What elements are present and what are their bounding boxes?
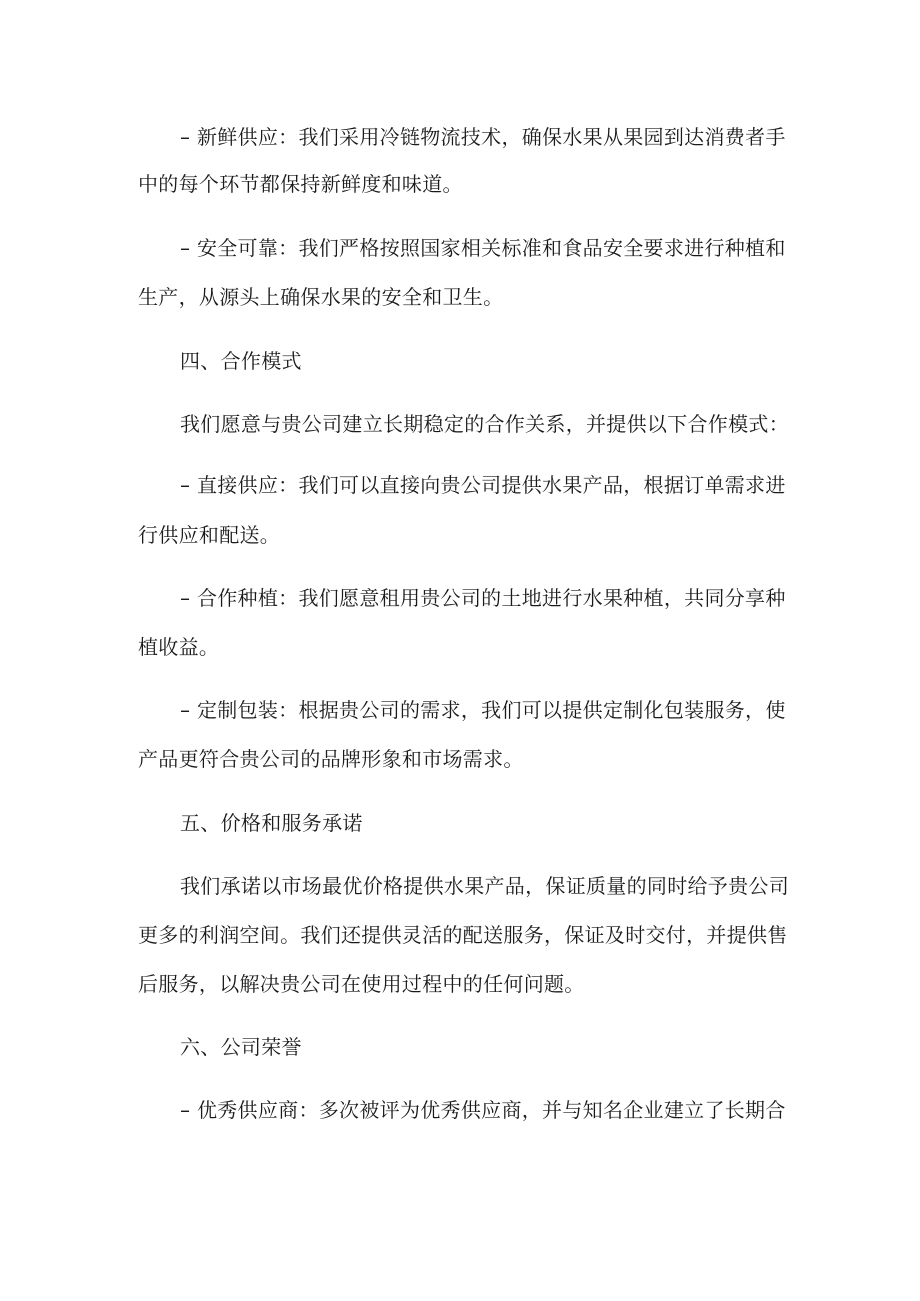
- cooperation-intro: 我们愿意与贵公司建立长期稳定的合作关系，并提供以下合作模式：: [180, 412, 789, 436]
- bullet-custom-packaging-line-2: 产品更符合贵公司的品牌形象和市场需求。: [138, 747, 524, 771]
- section-heading-price-service: 五、价格和服务承诺: [180, 811, 363, 835]
- bullet-excellent-supplier-line-1: – 优秀供应商：多次被评为优秀供应商，并与知名企业建立了长期合: [180, 1098, 786, 1122]
- price-paragraph-line-1: 我们承诺以市场最优价格提供水果产品，保证质量的同时给予贵公司: [180, 874, 789, 898]
- bullet-safety-line-2: 生产，从源头上确保水果的安全和卫生。: [138, 285, 504, 309]
- bullet-fresh-supply-line-1: – 新鲜供应：我们采用冷链物流技术，确保水果从果园到达消费者手: [180, 125, 786, 149]
- bullet-safety-line-1: – 安全可靠：我们严格按照国家相关标准和食品安全要求进行种植和: [180, 236, 786, 260]
- bullet-cooperative-planting-line-1: – 合作种植：我们愿意租用贵公司的土地进行水果种植，共同分享种: [180, 586, 786, 610]
- price-paragraph-line-3: 后服务，以解决贵公司在使用过程中的任何问题。: [138, 972, 585, 996]
- section-heading-cooperation: 四、合作模式: [180, 349, 302, 373]
- bullet-custom-packaging-line-1: – 定制包装：根据贵公司的需求，我们可以提供定制化包装服务，使: [180, 698, 786, 722]
- bullet-direct-supply-line-2: 行供应和配送。: [138, 523, 281, 547]
- price-paragraph-line-2: 更多的利润空间。我们还提供灵活的配送服务，保证及时交付，并提供售: [138, 923, 788, 947]
- section-heading-honors: 六、公司荣誉: [180, 1035, 302, 1059]
- bullet-direct-supply-line-1: – 直接供应：我们可以直接向贵公司提供水果产品，根据订单需求进: [180, 473, 786, 497]
- bullet-cooperative-planting-line-2: 植收益。: [138, 635, 220, 659]
- bullet-fresh-supply-line-2: 中的每个环节都保持新鲜度和味道。: [138, 172, 463, 196]
